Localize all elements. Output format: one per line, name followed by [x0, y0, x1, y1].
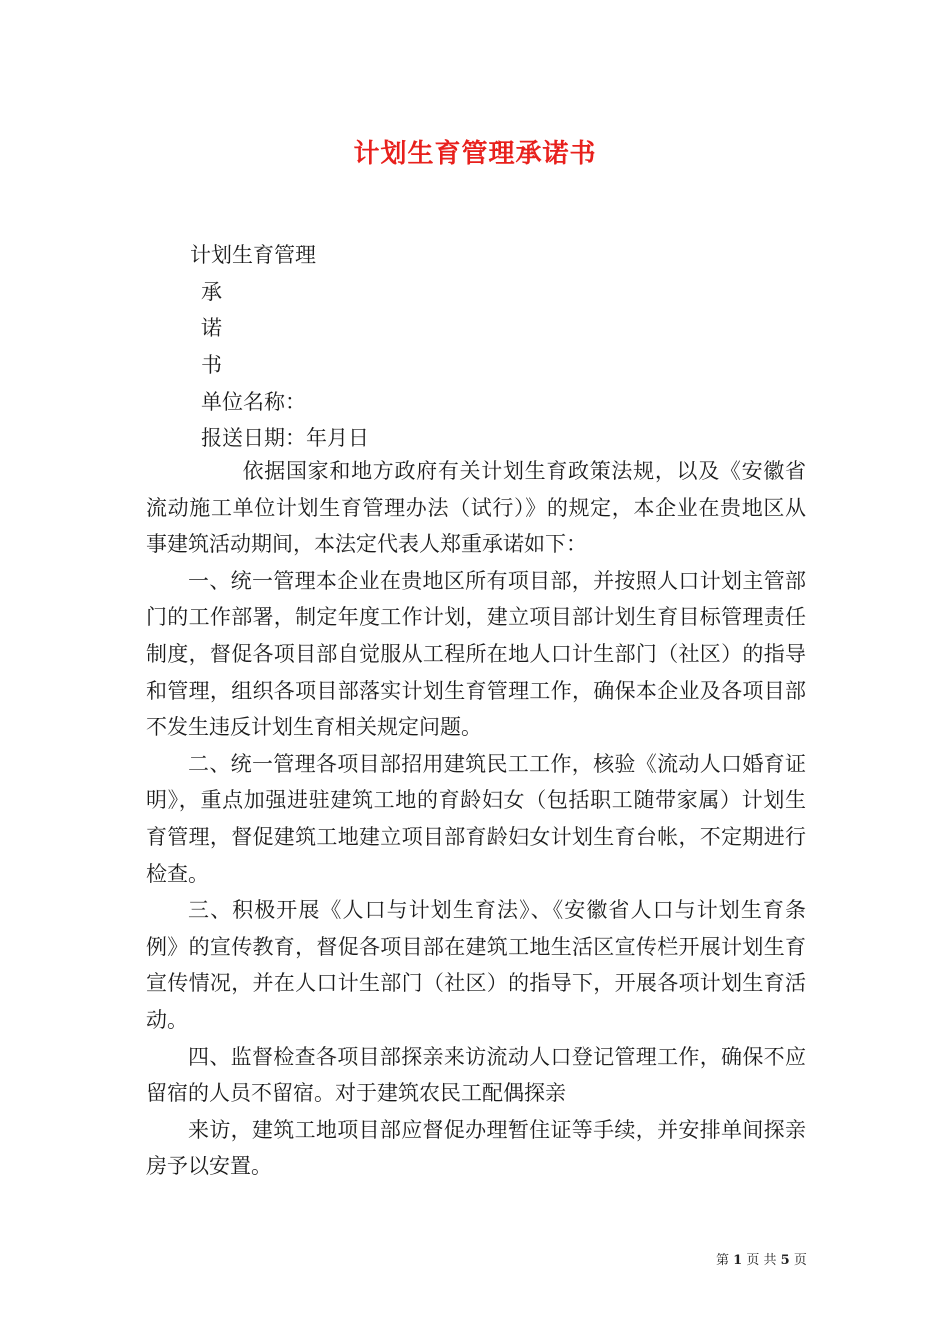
footer-prefix: 第 [716, 1253, 730, 1268]
body-paragraph-3: 三、积极开展《人口与计划生育法》、《安徽省人口与计划生育条例》的宣传教育，督促各项目部在建筑工地生活区宣传栏开展计划生育宣传情况，并在人口计生部门（社区）的指导下，开展各项计划生育活动。 [146, 898, 806, 1032]
body-paragraph-intro: 依据国家和地方政府有关计划生育政策法规，以及《安徽省流动施工单位计划生育管理办法（试行）》的规定，本企业在贵地区从事建筑活动期间，本法定代表人郑重承诺如下： [146, 459, 806, 557]
footer-page-number: 1 [733, 1253, 743, 1268]
report-date-label: 报送日期：年月日 [201, 426, 369, 450]
body-paragraph-5: 来访，建筑工地项目部应督促办理暂住证等手续，并安排单间探亲房予以安置。 [146, 1117, 806, 1179]
unit-name-label: 单位名称： [201, 390, 306, 414]
footer-middle: 页 共 [746, 1253, 777, 1268]
footer-total-pages: 5 [780, 1253, 790, 1268]
page-number-footer [716, 1249, 807, 1268]
heading-line-4: 书 [201, 353, 222, 377]
document-body [146, 453, 806, 1185]
document-title: 计划生育管理承诺书 [353, 139, 597, 169]
footer-suffix: 页 [793, 1253, 807, 1268]
heading-line-2: 承 [201, 280, 222, 304]
heading-line-3: 诺 [201, 316, 222, 340]
body-paragraph-1: 一、统一管理本企业在贵地区所有项目部，并按照人口计划主管部门的工作部署，制定年度工作计划，建立项目部计划生育目标管理责任制度，督促各项目部自觉服从工程所在地人口计生部门（社区）的指导和管理，组织各项目部落实计划生育管理工作，确保本企业及各项目部不发生违反计划生育相关规定问题。 [146, 568, 806, 740]
body-paragraph-2: 二、统一管理各项目部招用建筑民工工作，核验《流动人口婚育证明》，重点加强进驻建筑工地的育龄妇女（包括职工随带家属）计划生育管理，督促建筑工地建立项目部育龄妇女计划生育台帐，不定期进行检查。 [146, 751, 806, 886]
heading-line-1: 计划生育管理 [190, 243, 316, 267]
body-paragraph-4: 四、监督检查各项目部探亲来访流动人口登记管理工作，确保不应留宿的人员不留宿。对于建筑农民工配偶探亲 [146, 1044, 806, 1106]
